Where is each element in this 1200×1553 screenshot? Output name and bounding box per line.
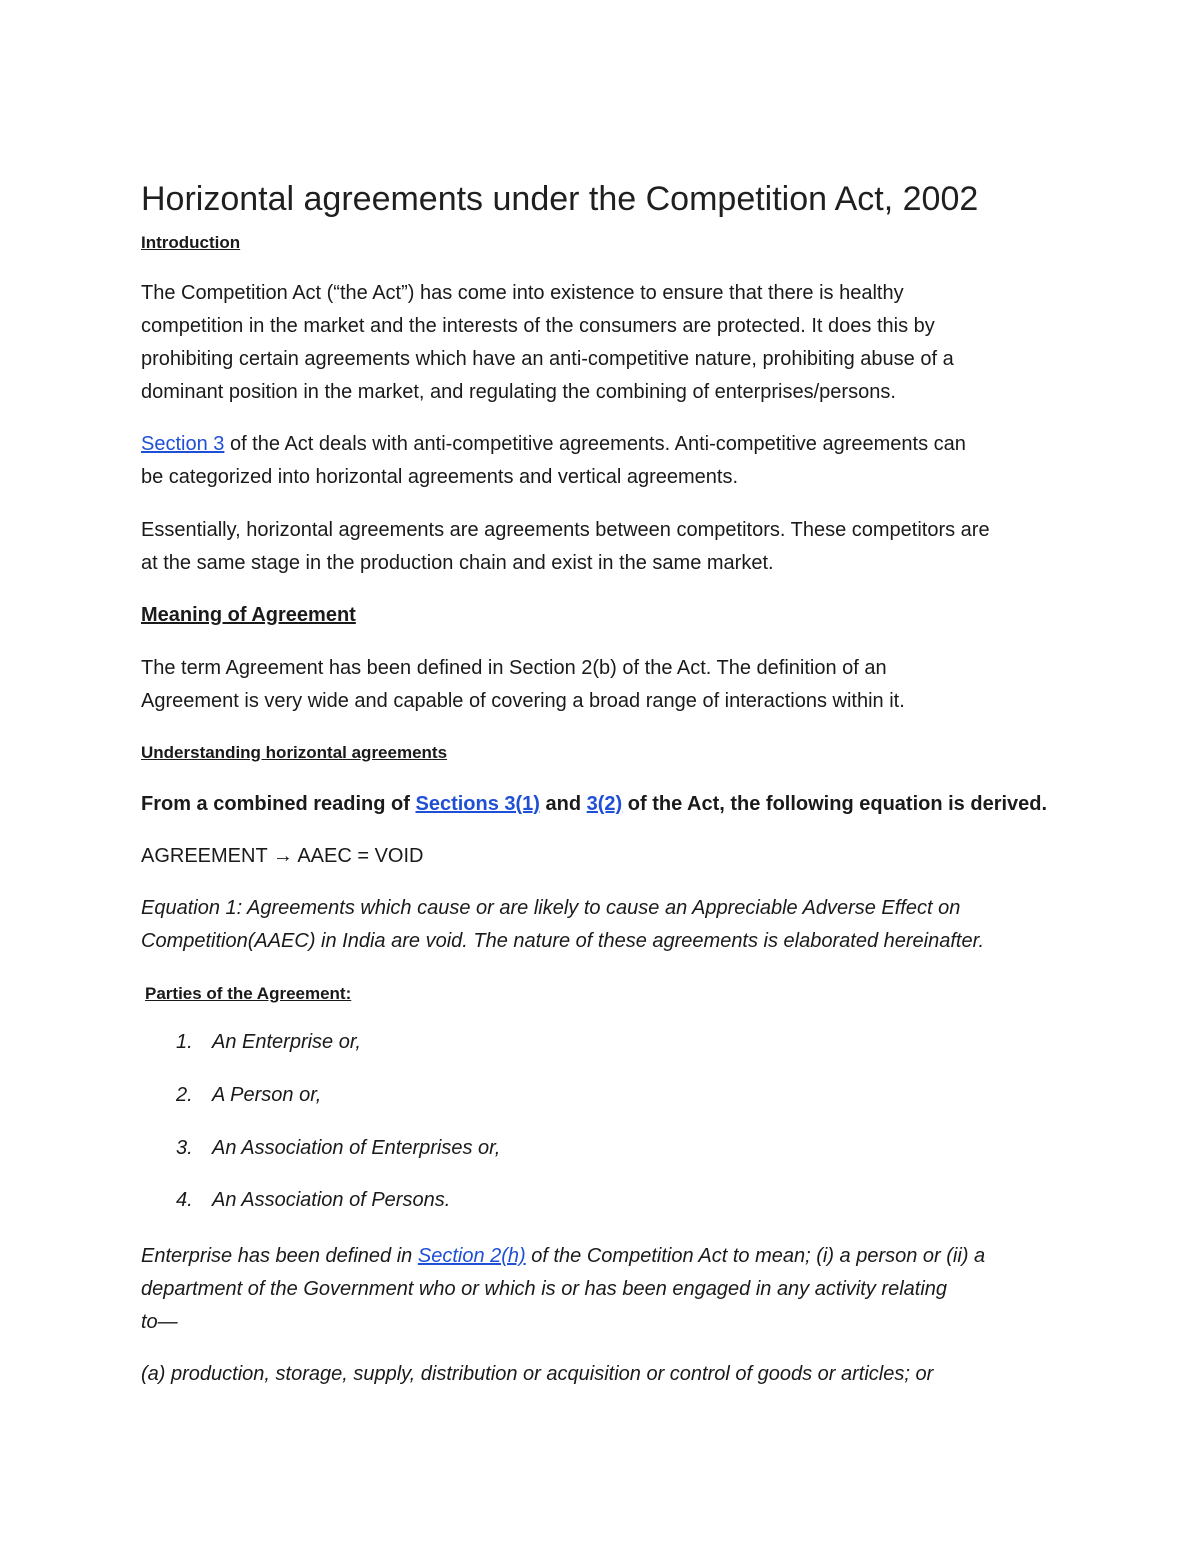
text-line: Agreement is very wide and capable of covering a broad range of interactions within it. — [141, 690, 905, 712]
enterprise-definition-paragraph — [141, 1240, 1061, 1339]
text-line: dominant position in the market, and regulating the combining of enterprises/persons. — [141, 381, 896, 403]
section-2h-link[interactable]: Section 2(h) — [417, 1245, 526, 1267]
list-text: An Association of Enterprises or, — [212, 1137, 501, 1159]
intro-paragraph-3 — [141, 514, 1061, 580]
intro-paragraph-1 — [141, 277, 1061, 409]
intro-paragraph-2 — [141, 428, 1061, 494]
text-run: of the Competition Act to mean; (i) a person or (ii) a — [525, 1245, 986, 1267]
section-3-2-link[interactable]: 3(2) — [586, 793, 623, 815]
meaning-paragraph — [141, 652, 1061, 718]
text-line: (a) production, storage, supply, distribution or acquisition or control of goods or articles; or — [141, 1363, 934, 1385]
text-line: to— — [141, 1311, 178, 1333]
list-number: 4. — [176, 1189, 193, 1211]
text-line: competition in the market and the interests of the consumers are protected. It does this by — [141, 315, 935, 337]
text-run: and — [539, 793, 587, 815]
text-line — [141, 428, 1061, 461]
text-line — [141, 788, 1061, 821]
text-line: The Competition Act (“the Act”) has come into existence to ensure that there is healthy — [141, 282, 904, 304]
combined-reading-paragraph — [141, 788, 1061, 821]
list-text: An Association of Persons. — [212, 1189, 451, 1211]
text-line: prohibiting certain agreements which have an anti-competitive nature, prohibiting abuse of a — [141, 348, 954, 370]
text-run: of the Act, the following equation is derived. — [622, 793, 1048, 815]
enterprise-item-a — [141, 1358, 1061, 1391]
list-text: A Person or, — [212, 1084, 322, 1106]
text-line: Competition(AAEC) in India are void. The nature of these agreements is elaborated hereinafter. — [141, 930, 985, 952]
sections-3-1-link[interactable]: Sections 3(1) — [415, 793, 540, 815]
document-title: Horizontal agreements under the Competition Act, 2002 — [141, 180, 979, 218]
equation-caption — [141, 892, 1061, 958]
list-number: 2. — [176, 1084, 193, 1106]
list-number: 3. — [176, 1137, 193, 1159]
introduction-heading: Introduction — [141, 233, 241, 252]
text-line: Essentially, horizontal agreements are agreements between competitors. These competitors are — [141, 519, 990, 541]
text-run: of the Act deals with anti-competitive agreements. Anti-competitive agreements can — [224, 433, 966, 455]
equation-text: AGREEMENT → AAEC = VOID — [141, 845, 424, 867]
meaning-of-agreement-heading: Meaning of Agreement — [141, 604, 356, 626]
text-line: at the same stage in the production chain and exist in the same market. — [141, 552, 774, 574]
list-number: 1. — [176, 1031, 193, 1053]
text-run: Enterprise has been defined in — [141, 1245, 418, 1267]
equation — [141, 840, 1061, 873]
text-line: department of the Government who or which is or has been engaged in any activity relating — [141, 1278, 948, 1300]
text-line: The term Agreement has been defined in Section 2(b) of the Act. The definition of an — [141, 657, 887, 679]
understanding-heading: Understanding horizontal agreements — [141, 743, 448, 762]
text-line: be categorized into horizontal agreements and vertical agreements. — [141, 466, 739, 488]
parties-heading: Parties of the Agreement: — [145, 984, 352, 1003]
text-run: From a combined reading of — [141, 793, 416, 815]
section-3-link[interactable]: Section 3 — [141, 433, 225, 455]
list-text: An Enterprise or, — [212, 1031, 361, 1053]
text-line — [141, 1240, 1061, 1273]
text-line: Equation 1: Agreements which cause or are likely to cause an Appreciable Adverse Effect on — [141, 897, 961, 919]
